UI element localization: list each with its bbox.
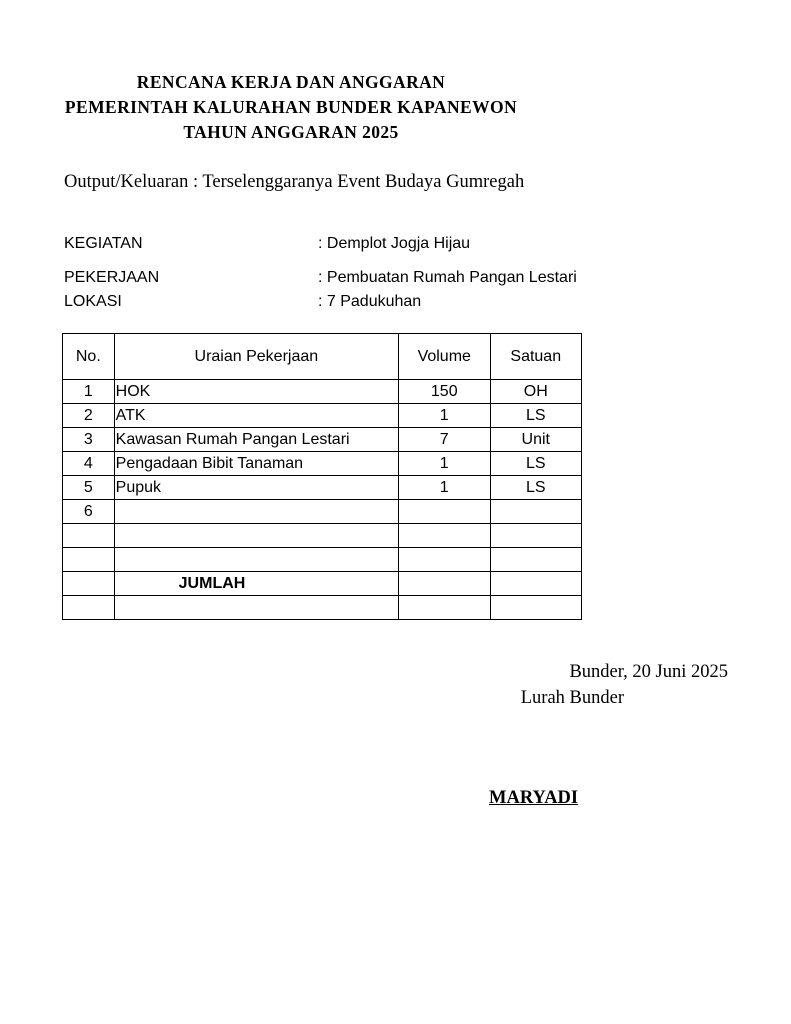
cell-volume: 1 (399, 452, 491, 476)
kegiatan-value: : Demplot Jogja Hijau (318, 235, 471, 252)
total-no-cell (63, 572, 115, 596)
signature-place-date: Bunder, 20 Juni 2025 (569, 662, 728, 682)
kegiatan-label: KEGIATAN (64, 235, 143, 252)
table-row (63, 452, 582, 476)
cell-satuan (490, 500, 582, 524)
table-row (63, 548, 582, 572)
cell-satuan: LS (490, 452, 582, 476)
cell-no: 4 (63, 452, 115, 476)
cell-volume: 7 (399, 428, 491, 452)
doc-title-line-1: RENCANA KERJA DAN ANGGARAN (136, 72, 446, 92)
table-row (63, 500, 582, 524)
header-uraian: Uraian Pekerjaan (114, 334, 398, 380)
cell-no (63, 596, 115, 620)
table-header-row (63, 334, 582, 380)
cell-uraian (114, 548, 398, 572)
cell-no: 6 (63, 500, 115, 524)
lokasi-label: LOKASI (64, 293, 122, 310)
cell-uraian: Pupuk (114, 476, 398, 500)
cell-volume (399, 524, 491, 548)
cell-uraian (114, 524, 398, 548)
total-row (63, 572, 582, 596)
table-row (63, 524, 582, 548)
cell-uraian: Pengadaan Bibit Tanaman (114, 452, 398, 476)
doc-title-line-3: TAHUN ANGGARAN 2025 (183, 122, 399, 142)
cell-uraian: HOK (114, 380, 398, 404)
header-no: No. (63, 334, 115, 380)
cell-volume: 150 (399, 380, 491, 404)
cell-satuan (490, 548, 582, 572)
cell-satuan (490, 596, 582, 620)
cell-no: 5 (63, 476, 115, 500)
table-row (63, 380, 582, 404)
signature-name: MARYADI (489, 788, 579, 808)
cell-volume: 1 (399, 476, 491, 500)
lokasi-value: : 7 Padukuhan (318, 293, 422, 310)
cell-no (63, 524, 115, 548)
pekerjaan-label: PEKERJAAN (64, 269, 160, 286)
cell-uraian (114, 596, 398, 620)
cell-no: 3 (63, 428, 115, 452)
cell-no: 2 (63, 404, 115, 428)
cell-no (63, 548, 115, 572)
header-satuan: Satuan (490, 334, 582, 380)
cell-satuan (490, 524, 582, 548)
cell-satuan: Unit (490, 428, 582, 452)
cell-volume (399, 596, 491, 620)
table-row (63, 596, 582, 620)
work-items-table (62, 333, 582, 620)
cell-satuan: LS (490, 476, 582, 500)
cell-volume: 1 (399, 404, 491, 428)
cell-satuan: OH (490, 380, 582, 404)
cell-uraian: Kawasan Rumah Pangan Lestari (114, 428, 398, 452)
cell-uraian: ATK (114, 404, 398, 428)
total-label: JUMLAH (114, 572, 398, 596)
cell-volume (399, 500, 491, 524)
total-volume-cell (399, 572, 491, 596)
output-statement: Output/Keluaran : Terselenggaranya Event Budaya Gumregah (64, 172, 525, 192)
table-row (63, 428, 582, 452)
pekerjaan-value: : Pembuatan Rumah Pangan Lestari (318, 269, 577, 286)
doc-title-line-2: PEMERINTAH KALURAHAN BUNDER KAPANEWON (64, 97, 518, 117)
total-satuan-cell (490, 572, 582, 596)
table-row (63, 404, 582, 428)
table-row (63, 476, 582, 500)
cell-no: 1 (63, 380, 115, 404)
cell-satuan: LS (490, 404, 582, 428)
signature-title: Lurah Bunder (520, 688, 624, 708)
cell-volume (399, 548, 491, 572)
cell-uraian (114, 500, 398, 524)
header-volume: Volume (399, 334, 491, 380)
